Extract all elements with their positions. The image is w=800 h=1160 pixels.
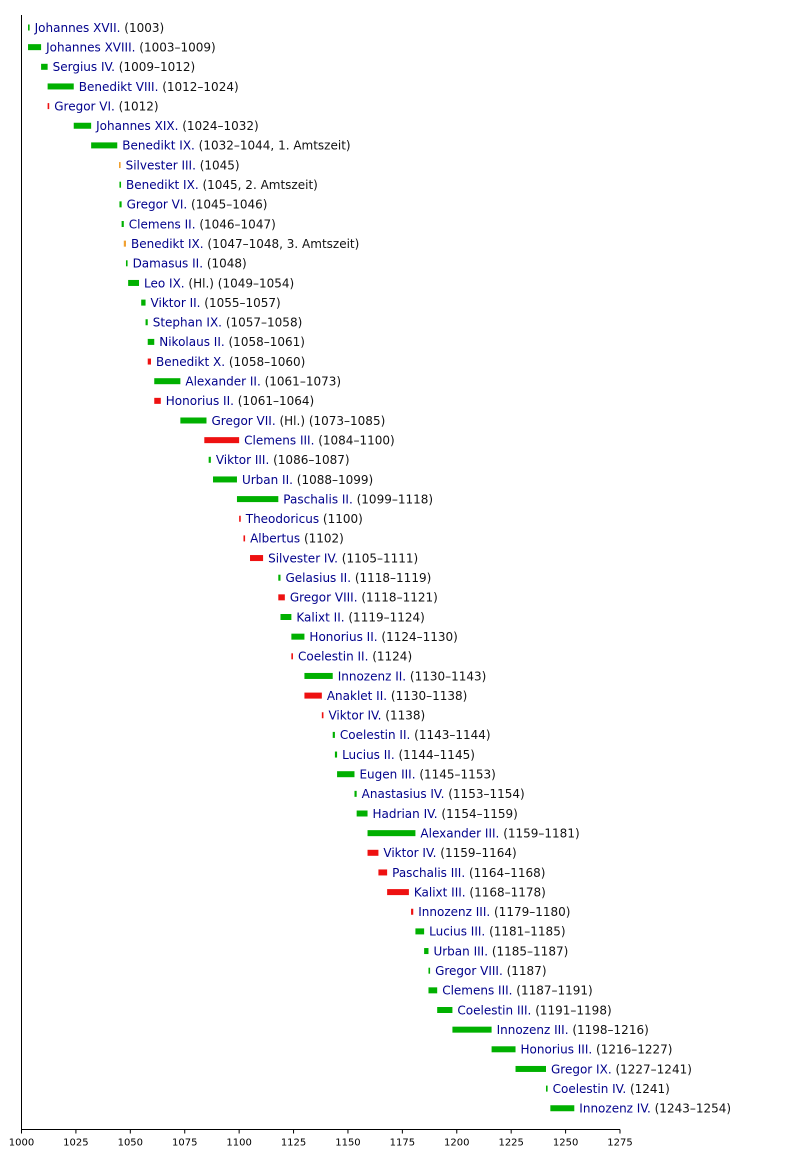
pope-years: (1045–1046) <box>187 197 268 212</box>
reign-bar <box>291 653 293 659</box>
pope-years: (1179–1180) <box>490 905 571 920</box>
reign-bar <box>154 398 161 404</box>
pope-name: Innozenz III. <box>418 905 491 920</box>
pope-name: Johannes XVII. <box>34 20 121 35</box>
x-tick-label: 1200 <box>444 1137 470 1149</box>
pope-name: Silvester III. <box>125 158 196 173</box>
pope-years: (Hl.) (1073–1085) <box>275 413 386 428</box>
pope-years: (1227–1241) <box>611 1062 692 1077</box>
reign-label <box>521 1043 673 1057</box>
reign-label <box>298 650 412 664</box>
labels-layer <box>34 21 731 1116</box>
reign-label <box>283 492 433 506</box>
pope-years: (1181–1185) <box>485 924 566 939</box>
pope-years: (1003) <box>120 20 165 35</box>
reign-label <box>340 728 491 742</box>
pope-name: Benedikt IX. <box>122 138 195 153</box>
pope-name: Honorius II. <box>309 629 378 644</box>
pope-years: (1124) <box>368 649 413 664</box>
reign-label <box>414 885 546 899</box>
pope-name: Leo IX. <box>144 276 185 291</box>
pope-years: (1144–1145) <box>394 747 475 762</box>
pope-name: Honorius III. <box>520 1042 593 1057</box>
pope-years: (1168–1178) <box>465 885 546 900</box>
pope-name: Lucius II. <box>342 747 395 762</box>
pope-name: Lucius III. <box>429 924 486 939</box>
pope-years: (1187–1191) <box>512 983 593 998</box>
pope-years: (1009–1012) <box>114 60 196 75</box>
reign-bar <box>546 1086 548 1092</box>
reign-label <box>296 610 424 624</box>
pope-years: (1061–1073) <box>260 374 342 389</box>
reign-bar <box>337 771 354 777</box>
pope-name: Theodoricus <box>245 512 320 527</box>
reign-label <box>53 60 196 74</box>
pope-years: (1055–1057) <box>200 295 281 310</box>
reign-label <box>359 768 495 782</box>
pope-name: Coelestin IV. <box>552 1081 627 1096</box>
pope-years: (1012) <box>114 99 159 114</box>
x-tick-label: 1050 <box>117 1137 144 1149</box>
pope-years: (1086–1087) <box>269 453 350 468</box>
reign-bar <box>243 535 245 541</box>
reign-label <box>342 748 475 762</box>
x-tick-label: 1150 <box>335 1137 361 1149</box>
pope-years: (1130–1143) <box>406 669 487 684</box>
pope-years: (1102) <box>300 531 344 546</box>
reign-label <box>95 119 259 133</box>
pope-name: Kalixt III. <box>413 885 466 900</box>
reign-bar <box>411 909 413 915</box>
pope-years: (1088–1099) <box>292 472 374 487</box>
pope-years: (1058–1060) <box>225 354 306 369</box>
pope-name: Viktor III. <box>215 453 270 468</box>
reign-bar <box>180 418 206 424</box>
reign-bar <box>74 123 91 129</box>
reign-label <box>435 964 546 978</box>
reign-bar <box>48 103 50 109</box>
reign-label <box>79 80 239 94</box>
reign-label <box>327 689 468 703</box>
pope-years: (1198–1216) <box>568 1022 649 1037</box>
reign-bar <box>333 732 335 738</box>
pope-name: Gregor VII. <box>211 413 276 428</box>
pope-name: Honorius II. <box>165 394 234 409</box>
pope-years: (1145–1153) <box>415 767 496 782</box>
reign-label <box>418 905 570 919</box>
reign-bar <box>124 241 126 247</box>
reign-label <box>151 296 281 310</box>
pope-name: Viktor IV. <box>328 708 382 723</box>
reign-bar <box>41 64 48 70</box>
pope-years: (1024–1032) <box>178 119 259 134</box>
reign-label <box>211 414 385 428</box>
reign-bar <box>28 44 41 50</box>
pope-name: Stephan IX. <box>152 315 223 330</box>
reign-bar <box>437 1007 452 1013</box>
reign-bar <box>239 516 241 522</box>
pope-years: (1057–1058) <box>222 315 303 330</box>
reign-bar <box>128 280 139 286</box>
reign-bar <box>368 850 379 856</box>
x-tick-label: 1100 <box>226 1137 252 1149</box>
pope-name: Innozenz IV. <box>579 1101 651 1116</box>
reign-label <box>216 453 350 467</box>
reign-bar <box>280 614 291 620</box>
reign-label <box>383 846 516 860</box>
pope-name: Urban III. <box>433 944 489 959</box>
reign-bar <box>516 1066 546 1072</box>
pope-years: (1154–1159) <box>437 806 518 821</box>
pope-name: Hadrian IV. <box>372 806 438 821</box>
reign-label <box>328 709 425 723</box>
pope-name: Benedikt VIII. <box>78 79 159 94</box>
reign-label <box>45 40 216 54</box>
reign-label <box>373 807 518 821</box>
reign-label <box>126 158 240 172</box>
reign-bar <box>250 555 263 561</box>
reign-label <box>131 237 359 251</box>
reign-label <box>433 944 568 958</box>
pope-years: (1130–1138) <box>387 688 468 703</box>
pope-name: Alexander II. <box>185 374 261 389</box>
reign-bar <box>204 437 239 443</box>
reign-bar <box>304 673 332 679</box>
pope-years: (1084–1100) <box>314 433 395 448</box>
pope-years: (1159–1181) <box>499 826 580 841</box>
pope-name: Urban II. <box>241 472 293 487</box>
pope-name: Alexander III. <box>420 826 500 841</box>
reign-label <box>153 316 303 330</box>
pope-years: (1119–1124) <box>344 610 425 625</box>
reign-label <box>245 512 363 526</box>
reign-bar <box>424 948 428 954</box>
pope-years: (Hl.) (1049–1054) <box>184 276 295 291</box>
reign-label <box>250 532 344 546</box>
pope-name: Gelasius II. <box>285 571 352 585</box>
reign-bar <box>304 693 321 699</box>
reign-label <box>392 866 545 880</box>
reign-bar <box>428 968 430 974</box>
pope-years: (1159–1164) <box>436 846 517 861</box>
pope-years: (1032–1044, 1. Amtszeit) <box>194 138 351 153</box>
reign-label <box>579 1102 731 1116</box>
reign-label <box>126 178 318 192</box>
reign-label <box>551 1062 692 1076</box>
reign-label <box>497 1023 649 1037</box>
pope-name: Paschalis III. <box>392 865 466 880</box>
reign-label <box>127 198 268 212</box>
reign-bar <box>146 319 148 325</box>
reign-bar <box>387 889 409 895</box>
x-tick-label: 1275 <box>607 1137 633 1149</box>
pope-years: (1164–1168) <box>465 865 546 880</box>
reign-bar <box>148 359 151 365</box>
pope-years: (1045) <box>195 158 240 173</box>
reign-label <box>442 984 593 998</box>
reign-label <box>185 375 341 389</box>
reign-label <box>129 217 276 231</box>
pope-name: Coelestin II. <box>339 728 411 743</box>
reign-label <box>156 355 305 369</box>
reign-label <box>144 276 294 290</box>
reign-label <box>285 571 431 585</box>
reign-label <box>268 551 418 565</box>
reign-bar <box>357 811 368 817</box>
reign-bar <box>209 457 211 463</box>
reign-label <box>34 21 165 35</box>
pope-name: Anaklet II. <box>326 688 388 703</box>
reign-bar <box>428 987 437 993</box>
pope-name: Viktor II. <box>150 295 201 310</box>
reign-bar <box>335 752 337 758</box>
pope-years: (1243–1254) <box>650 1101 732 1116</box>
pope-name: Kalixt II. <box>296 610 345 625</box>
pope-years: (1003–1009) <box>135 40 216 55</box>
pope-name: Gregor VI. <box>54 99 115 114</box>
pope-name: Benedikt IX. <box>126 178 199 192</box>
pope-years: (1191–1198) <box>531 1003 612 1018</box>
reign-label <box>244 433 395 447</box>
pope-years: (1048) <box>203 256 247 271</box>
pope-years: (1061–1064) <box>233 394 315 409</box>
pope-name: Silvester IV. <box>268 551 338 566</box>
reign-bar <box>237 496 278 502</box>
pope-years: (1216–1227) <box>592 1042 673 1057</box>
reign-bar <box>48 83 74 89</box>
pope-name: Gregor VIII. <box>289 590 358 605</box>
pope-name: Innozenz III. <box>496 1022 569 1037</box>
reign-bar <box>452 1027 491 1033</box>
pope-years: (1012–1024) <box>158 79 239 94</box>
pope-name: Clemens II. <box>128 217 196 232</box>
reign-bar <box>291 634 304 640</box>
pope-name: Anastasius IV. <box>361 787 445 802</box>
x-tick-label: 1175 <box>389 1137 416 1149</box>
reign-bar <box>492 1046 516 1052</box>
x-tick-label: 1225 <box>498 1137 524 1149</box>
reign-label <box>122 139 350 153</box>
pope-name: Sergius IV. <box>52 60 115 75</box>
reign-bar <box>322 712 324 718</box>
pope-name: Gregor IX. <box>551 1062 612 1077</box>
x-tick-label: 1025 <box>63 1137 89 1149</box>
reign-bar <box>126 260 128 266</box>
reign-label <box>457 1003 611 1017</box>
reign-bar <box>213 476 237 482</box>
pope-name: Coelestin II. <box>297 649 369 664</box>
pope-name: Coelestin III. <box>457 1003 532 1018</box>
pope-name: Benedikt IX. <box>130 236 204 251</box>
reign-bar <box>141 300 145 306</box>
pope-name: Paschalis II. <box>283 492 353 507</box>
x-tick-label: 1250 <box>552 1137 579 1149</box>
pope-years: (1118–1121) <box>357 590 438 605</box>
x-tick-label: 1075 <box>172 1137 198 1149</box>
reign-bar <box>354 791 356 797</box>
reign-bar <box>122 221 124 227</box>
reign-bar <box>148 339 155 345</box>
reign-bar <box>154 378 180 384</box>
pope-years: (1105–1111) <box>337 551 419 566</box>
reign-label <box>420 826 579 840</box>
reign-label <box>309 630 457 644</box>
pope-years: (1153–1154) <box>444 787 525 802</box>
reign-label <box>166 394 314 408</box>
reign-label <box>54 99 158 113</box>
reign-bar <box>550 1105 574 1111</box>
pope-name: Albertus <box>250 531 301 546</box>
pope-name: Nikolaus II. <box>159 335 225 350</box>
pope-name: Viktor IV. <box>383 846 437 861</box>
pope-years: (1138) <box>381 708 426 723</box>
pope-years: (1045, 2. Amtszeit) <box>198 178 318 192</box>
reign-label <box>242 473 373 487</box>
pope-years: (1046–1047) <box>195 217 276 232</box>
pope-years: (1187) <box>502 964 547 978</box>
reign-bar <box>378 869 387 875</box>
pope-years: (1143–1144) <box>410 728 491 743</box>
reign-label <box>133 257 247 271</box>
pope-name: Eugen III. <box>359 767 416 782</box>
reign-bar <box>278 575 280 581</box>
pope-name: Johannes XVIII. <box>46 40 136 55</box>
reign-bar <box>119 162 121 168</box>
pope-years: (1124–1130) <box>377 629 458 644</box>
reign-bar <box>119 201 121 207</box>
pope-years: (1118–1119) <box>351 571 432 585</box>
reign-bar <box>278 594 285 600</box>
reign-bar <box>368 830 416 836</box>
reign-bar <box>91 142 117 148</box>
pope-years: (1058–1061) <box>224 335 305 350</box>
pope-name: Clemens III. <box>244 433 315 448</box>
pope-years: (1185–1187) <box>488 944 569 959</box>
reign-label <box>338 669 487 683</box>
pope-name: Innozenz II. <box>337 669 407 684</box>
pope-name: Benedikt X. <box>155 354 226 369</box>
reign-bar <box>415 928 424 934</box>
pope-name: Gregor VIII. <box>435 964 503 978</box>
pope-name: Clemens III. <box>442 983 513 998</box>
reign-bar <box>119 182 121 188</box>
reign-label <box>159 335 305 349</box>
pope-years: (1099–1118) <box>352 492 434 507</box>
reign-bar <box>28 25 30 31</box>
pope-name: Johannes XIX. <box>96 119 179 134</box>
reign-label <box>290 591 438 605</box>
pope-years: (1241) <box>626 1081 670 1096</box>
reign-label <box>362 787 525 801</box>
reign-label <box>429 925 565 939</box>
pope-years: (1100) <box>319 512 363 527</box>
pope-name: Damasus II. <box>132 256 204 271</box>
pope-name: Gregor VI. <box>126 197 188 212</box>
x-tick-label: 1000 <box>8 1137 35 1149</box>
reign-label <box>553 1082 670 1096</box>
x-tick-label: 1125 <box>280 1137 307 1149</box>
pope-years: (1047–1048, 3. Amtszeit) <box>203 236 360 251</box>
